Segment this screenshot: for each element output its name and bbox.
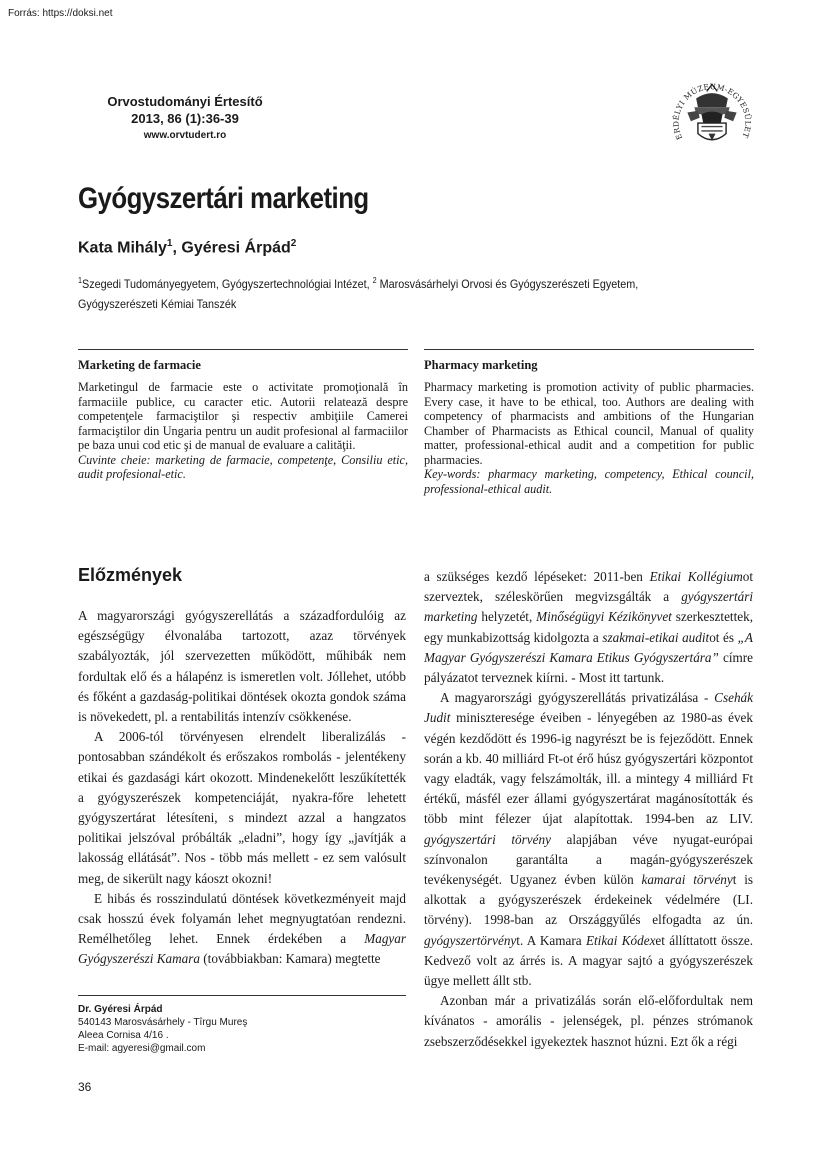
journal-name: Orvostudományi Értesítő bbox=[107, 94, 263, 109]
section-heading: Előzmények bbox=[78, 565, 183, 585]
correspondence-block bbox=[78, 995, 406, 1055]
author-affiliations bbox=[78, 271, 699, 314]
body-paragraph: A magyarországi gyógyszerellátás privatizálása - Csehák Judit miniszteresége éveiben - lényegében az 1980-as évek végén kezdődött és 1996-ig nagyrészt be is fejeződött. Ennek során a kb. 40 milliárd Ft-ot érő húsz gyógyszertári központot vagy eladták, vagy felszámolták, ill. a mintegy 4 milliárd Ft értékű, másfél ezer állami gyógyszertárat magánosították és több mint félezer újat alapítottak. 1994-ben az LIV. gyógyszertári törvény alapjában véve nyugat-európai színvonalon garantálta a magán-gyógyszerészek tevékenységét. Ugyanez évben külön kamarai törvényt is alkottak a gyógyszerészek érdekeinek védelmére (LI. törvény). 1998-ban az Országgyűlés elfogadta az ún. gyógyszertörvényt. A Kamara Etikai Kódexet állíttatott össze. Kedvező volt az árrés is. A magyar sajtó a gyógyszerészek ügye mellett állt stb. bbox=[424, 690, 754, 989]
abstract-text: Pharmacy marketing is promotion activity of public pharmacies. Every case, it have to be ethical, too. Authors are dealing with competency of pharmacists and ambitions of the Hungarian Chamber of Pharmacists as Ethical council, Manual of quality matter, professional-ethical audit and a competition for public pharmacies. bbox=[424, 380, 754, 467]
body-column-right bbox=[424, 567, 753, 1052]
page-number: 36 bbox=[78, 1080, 92, 1094]
author-separator: , bbox=[172, 239, 182, 257]
affiliation-mark: 2 bbox=[372, 276, 377, 285]
affiliation-text: Szegedi Tudományegyetem, Gyógyszertechnológiai Intézet, bbox=[82, 277, 373, 291]
contact-email[interactable]: E-mail: agyeresi@gmail.com bbox=[78, 1043, 206, 1054]
journal-volume: 2013, 86 (1):36-39 bbox=[131, 111, 239, 126]
abstract-keywords: Cuvinte cheie: marketing de farmacie, competenţe, Consiliu etic, audit profesional-etic. bbox=[78, 452, 408, 481]
journal-header bbox=[60, 93, 310, 144]
author-affiliation-mark: 2 bbox=[290, 238, 297, 249]
source-note: Forrás: https://doksi.net bbox=[8, 8, 113, 19]
body-paragraph: A 2006-tól törvényesen elrendelt liberalizálás - pontosabban szándékolt és erőszakos rombolás - jelentékeny etikai és gazdasági kárt okozott. Mindenekelőtt leszűkítették a gyógyszerészek kompetenciáját, nyakra-főre lehetett gyógyszertárat létesíteni, s mindezt azzal a hangzatos politikai jelszóval próbálták „eladni”, hogy így „javítják a lakosság ellátását”. Nos - több más mellett - ez sem valósult meg, de sikerült nagy káoszt okozni! bbox=[78, 729, 406, 886]
author-list bbox=[78, 238, 296, 257]
abstract-text: Marketingul de farmacie este o activitate promoţională în farmaciile publice, cu caracter etic. Autorii relatează despre competenţele farmaciştilor şi respectiv ambiţiile Camerei farmaciştilor din Ungaria pentru un audit profesional al farmaciilor pe baza unui cod etic şi de manual de evaluare a calităţii. bbox=[78, 380, 408, 452]
body-paragraph: a szükséges kezdő lépéseket: 2011-ben Etikai Kollégiumot szerveztek, széleskörűen megvizsgálták a gyógyszertári marketing helyzetét, Minőségügyi Kézikönyvet szerkesztettek, egy munkabizottság kidolgozta a szakmai-etikai auditot és „A Magyar Gyógyszerészi Kamara Etikus Gyógyszertára” címre pályázatot terveznek kiírni. - Most itt tartunk. bbox=[424, 569, 753, 686]
contact-address-line: 540143 Marosvásárhely - Tîrgu Mureş bbox=[78, 1017, 248, 1028]
abstract-heading: Marketing de farmacie bbox=[78, 358, 201, 372]
museum-society-seal-logo bbox=[668, 72, 756, 160]
author-name: Kata Mihály bbox=[78, 239, 167, 257]
affiliation-text: Marosvásárhelyi Orvosi és Gyógyszerészeti Egyetem, Gyógyszerészeti Kémiai Tanszék bbox=[78, 277, 639, 311]
body-column-left bbox=[78, 606, 406, 970]
affiliation-mark: 1 bbox=[78, 276, 83, 285]
body-paragraph: A magyarországi gyógyszerellátás a századfordulóig az egészségügy élvonalába tartozott, azaz törvények szabályozták, jól szervezetten működött, műhibák nem fordultak elő és a hálapénz is ismeretlen volt. Jóllehet, utóbb és főként a gazdaság-politikai döntések okozta gondok száma is növekedett, pl. a rentabilitás intenzív csökkenése. bbox=[78, 608, 406, 725]
seal-text: ERDÉLYI MÚZEUM-EGYESÜLET bbox=[671, 82, 753, 142]
abstract-keywords: Key-words: pharmacy marketing, competency, Ethical council, professional-ethical audit. bbox=[424, 467, 754, 496]
body-paragraph: E hibás és rosszindulatú döntések következményeit majd csak hosszú évek folyamán lehet megnyugtatóan rendezni. Remélhetőleg lehet. Ennek érdekében a Magyar Gyógyszerészi Kamara (továbbiakban: Kamara) megtette bbox=[78, 890, 406, 967]
abstract-romanian bbox=[78, 349, 408, 482]
contact-name: Dr. Gyéresi Árpád bbox=[78, 1004, 163, 1015]
abstract-heading: Pharmacy marketing bbox=[424, 358, 538, 372]
journal-url[interactable]: www.orvtudert.ro bbox=[143, 130, 227, 141]
body-paragraph: Azonban már a privatizálás során elő-előfordultak nem kívánatos - amorális - jelenségek, pl. pénzes strómanok zsebszerződésekkel igyekeztek hasznot húzni. Ezt ők a régi bbox=[424, 993, 753, 1049]
article-title: Gyógyszertári marketing bbox=[78, 182, 369, 215]
abstract-english bbox=[424, 349, 754, 496]
author-name: Gyéresi Árpád bbox=[181, 239, 291, 257]
author-affiliation-mark: 1 bbox=[166, 238, 173, 249]
contact-address-line: Aleea Cornisa 4/16 . bbox=[78, 1030, 169, 1041]
